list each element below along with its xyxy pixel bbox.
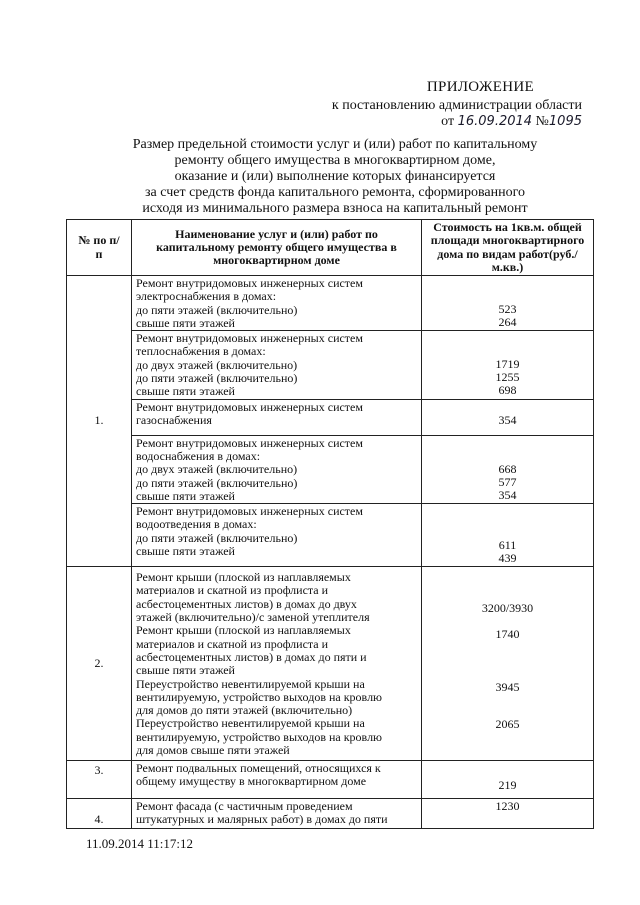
handwritten-date: 16.09.2014 <box>457 114 533 129</box>
row-number: 2. <box>67 567 132 761</box>
heading-line: ремонту общего имущества в многоквартирном доме, <box>174 153 496 168</box>
row-cost: 668 577 354 <box>422 435 594 503</box>
row-cost: 3200/3930 1740 3945 2065 <box>422 567 594 761</box>
table-header-row <box>67 220 594 276</box>
row-description: Ремонт подвальных помещений, относящихся к общему имуществу в многоквартирном доме <box>132 761 422 799</box>
heading-line: исходя из минимального размера взноса на капитальный ремонт <box>142 201 528 216</box>
row-description: Ремонт внутридомовых инженерных систем газоснабжения <box>132 399 422 435</box>
cost-table <box>66 219 594 829</box>
heading-line: за счет средств фонда капитального ремонта, сформированного <box>145 185 525 200</box>
table-row <box>67 276 594 331</box>
header-num: № по п/п <box>67 220 132 276</box>
row-number: 3. <box>67 761 132 799</box>
table-row <box>67 567 594 761</box>
row-cost: 611 439 <box>422 504 594 567</box>
row-number: 4. <box>67 799 132 829</box>
table-row <box>67 399 594 435</box>
row-description: Ремонт крыши (плоской из наплавляемых материалов и скатной из профлиста и асбестоцементных листов) в домах до двух этажей (включительно)/с заменой утеплителя Ремонт крыши (плоской из наплавляемых материалов и скатной из профлиста и асбестоцементных листов) в домах до пяти и свыше пяти этажей Переустройство невентилируемой крыши на вентилируемую, устройство выходов на кровлю для домов до пяти этажей (включительно) Переустройство невентилируемой крыши на вентилируемую, устройство выходов на кровлю для домов свыше пяти этажей <box>132 567 422 761</box>
table-row <box>67 761 594 799</box>
footer-timestamp: 11.09.2014 11:17:12 <box>86 836 194 851</box>
document-heading <box>100 137 570 217</box>
handwritten-number: 1095 <box>548 114 582 129</box>
table-row <box>67 504 594 567</box>
heading-line: оказание и (или) выполнение которых финансируется <box>174 169 496 184</box>
row-cost: 219 <box>422 761 594 799</box>
table-row <box>67 435 594 503</box>
row-description: Ремонт внутридомовых инженерных систем электроснабжения в домах: до пяти этажей (включительно) свыше пяти этажей <box>132 276 422 331</box>
table-row <box>67 799 594 829</box>
table-row <box>67 331 594 399</box>
row-cost: 523 264 <box>422 276 594 331</box>
appendix-subtitle: к постановлению администрации области <box>331 98 582 113</box>
row-description: Ремонт внутридомовых инженерных систем водоотведения в домах: до пяти этажей (включительно) свыше пяти этажей <box>132 504 422 567</box>
row-cost: 354 <box>422 399 594 435</box>
header-name: Наименование услуг и (или) работ по капитальному ремонту общего имущества в многоквартирном доме <box>132 220 422 276</box>
row-cost: 1230 <box>422 799 594 829</box>
row-description: Ремонт внутридомовых инженерных систем водоснабжения в домах: до двух этажей (включительно) до пяти этажей (включительно) свыше пяти этажей <box>132 435 422 503</box>
row-cost: 1719 1255 698 <box>422 331 594 399</box>
header-cost: Стоимость на 1кв.м. общей площади многоквартирного дома по видам работ(руб./м.кв.) <box>422 220 594 276</box>
row-description: Ремонт внутридомовых инженерных систем теплоснабжения в домах: до двух этажей (включительно) до пяти этажей (включительно) свыше пяти этажей <box>132 331 422 399</box>
heading-line: Размер предельной стоимости услуг и (или) работ по капитальному <box>132 137 538 152</box>
number-prefix: № <box>535 114 549 129</box>
appendix-title: ПРИЛОЖЕНИЕ <box>426 79 534 95</box>
appendix-date-line <box>441 113 582 130</box>
row-description: Ремонт фасада (с частичным проведением штукатурных и малярных работ) в домах до пяти <box>132 799 422 829</box>
row-number: 1. <box>67 276 132 567</box>
date-prefix: от <box>441 114 455 129</box>
